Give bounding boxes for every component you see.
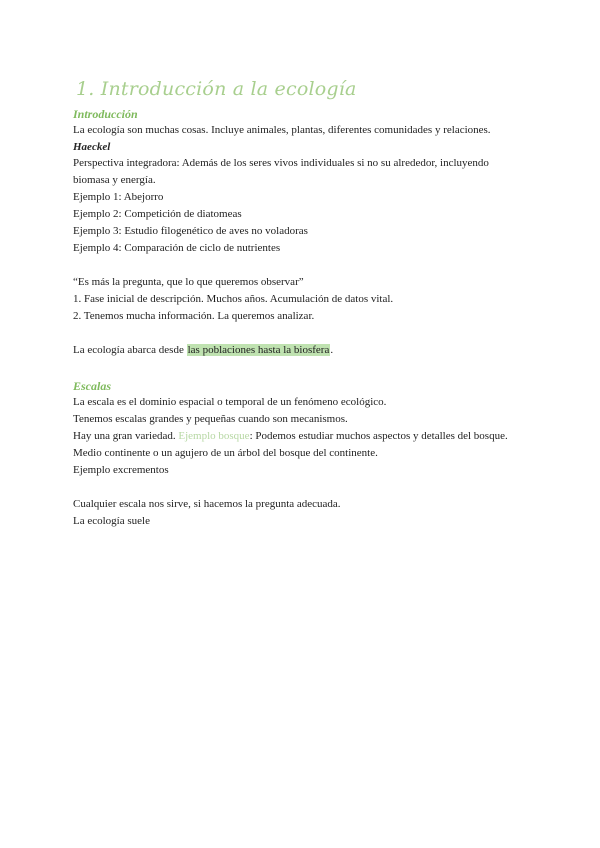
spacer <box>73 359 528 376</box>
example-item: Ejemplo 1: Abejorro <box>73 191 164 203</box>
paragraph-intro-2: Perspectiva integradora: Además de los seres vivos individuales si no su alrededor, incluyendo biomasa y energía. <box>73 157 489 186</box>
example-item: Ejemplo 4: Comparación de ciclo de nutrientes <box>73 242 281 254</box>
list-item: 1. Fase inicial de descripción. Muchos años. Acumulación de datos vital. <box>73 293 394 305</box>
example-item: Ejemplo 3: Estudio filogenético de aves no voladoras <box>73 225 308 237</box>
paragraph-escalas-6: La ecología suele <box>73 515 150 527</box>
abarca-prefix: La ecología abarca desde <box>73 344 187 356</box>
paragraph-escalas-5: Cualquier escala nos sirve, si hacemos la pregunta adecuada. <box>73 498 341 510</box>
section-heading-introduccion: Introducción <box>73 107 138 121</box>
escalas-3-prefix: Hay una gran variedad. <box>73 430 179 442</box>
spacer <box>73 479 528 496</box>
section-heading-escalas: Escalas <box>73 379 112 393</box>
highlighted-text: las poblaciones hasta la biosfera <box>187 344 330 356</box>
page-title: 1. Introducción a la ecología <box>76 78 357 100</box>
subheading-haeckel: Haeckel <box>73 141 111 153</box>
list-item: 2. Tenemos mucha información. La queremos analizar. <box>73 310 315 322</box>
paragraph-abarca <box>73 342 528 359</box>
paragraph-escalas-2: Tenemos escalas grandes y pequeñas cuando son mecanismos. <box>73 413 348 425</box>
spacer <box>73 325 528 342</box>
paragraph-escalas-3 <box>73 428 528 462</box>
example-item: Ejemplo 2: Competición de diatomeas <box>73 208 242 220</box>
abarca-suffix: . <box>330 344 334 356</box>
ejemplo-bosque-link[interactable]: Ejemplo bosque <box>178 430 250 442</box>
quote: “Es más la pregunta, que lo que queremos observar” <box>73 276 304 288</box>
spacer <box>73 257 528 274</box>
escalas-3-suffix: : Podemos estudiar muchos aspectos y detalles del bosque. Medio continente o un agujero de un árbol del bosque del continente. <box>73 430 508 459</box>
paragraph-escalas-4: Ejemplo excrementos <box>73 464 169 476</box>
paragraph-escalas-1: La escala es el dominio espacial o temporal de un fenómeno ecológico. <box>73 396 387 408</box>
paragraph-intro-1: La ecología son muchas cosas. Incluye animales, plantas, diferentes comunidades y relaciones. <box>73 124 491 136</box>
document-body <box>73 74 528 530</box>
